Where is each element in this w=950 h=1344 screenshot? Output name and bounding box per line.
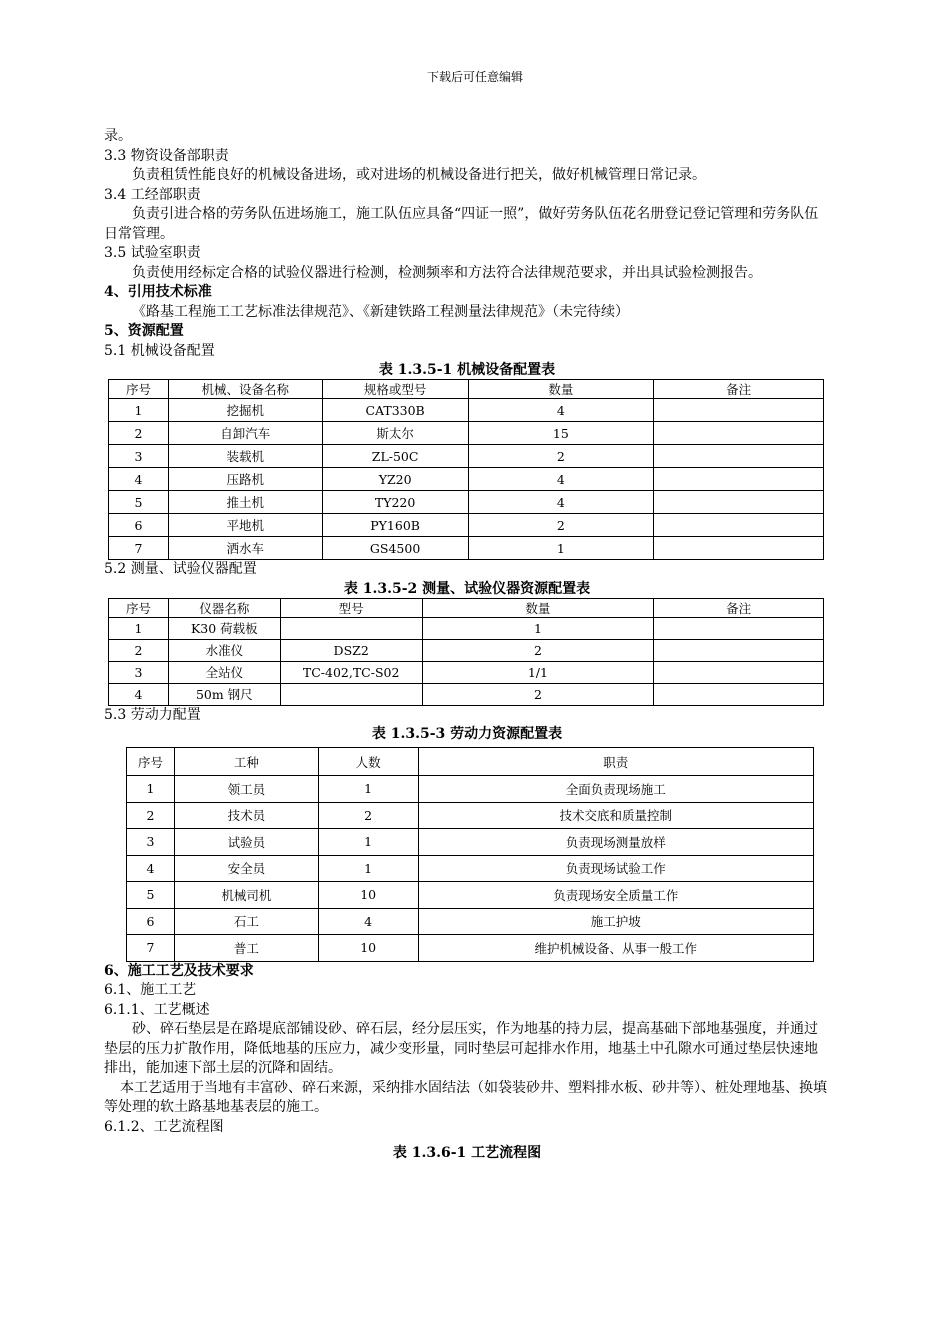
table-cell: 安全员: [174, 855, 318, 882]
table-cell: 维护机械设备、从事一般工作: [418, 935, 813, 962]
table-cell: 4: [109, 683, 169, 705]
table-row: [109, 445, 824, 468]
table-cell: 技术员: [174, 802, 318, 829]
table-row: [109, 468, 824, 491]
table-cell: [654, 661, 824, 683]
table-cell: YZ20: [322, 468, 468, 491]
table-cell: 负责现场试验工作: [418, 855, 813, 882]
section-5-2-title: 5.2 测量、试验仪器配置: [104, 561, 257, 577]
table-cell: 施工护坡: [418, 908, 813, 935]
table-cell: [654, 468, 824, 491]
table-row: [109, 683, 824, 705]
table-cell: K30 荷载板: [168, 617, 280, 639]
table-header-row: [109, 598, 824, 617]
section-3-4-body: 负责引进合格的劳务队伍进场施工，施工队伍应具备“四证一照”，做好劳务队伍花名册登记登记管理和劳务队伍日常管理。: [104, 206, 819, 242]
table-cell: 4: [468, 399, 654, 422]
table-cell: [654, 399, 824, 422]
table-row: [109, 537, 824, 560]
table1-caption: 表 1.3.5-1 机械设备配置表: [378, 362, 556, 378]
section-6-1-title: 6.1、施工工艺: [104, 982, 197, 998]
section-3-3-title: 3.3 物资设备部职责: [104, 147, 229, 164]
table-cell: 斯太尔: [322, 422, 468, 445]
table-cell: 全面负责现场施工: [418, 776, 813, 803]
table-header-cell: 序号: [127, 748, 175, 776]
section-6-1-1-body-2: 本工艺适用于当地有丰富砂、碎石来源，采纳排水固结法（如袋装砂井、塑料排水板、砂井等）、桩处理地基、换填等处理的软土路基地基表层的施工。: [104, 1079, 827, 1115]
table-header-row: [127, 748, 814, 776]
table-cell: 1: [318, 776, 418, 803]
table-cell: 2: [422, 639, 654, 661]
section-3-5-body: 负责使用经标定合格的试验仪器进行检测，检测频率和方法符合法律规范要求，并出具试验检测报告。: [132, 264, 762, 281]
table-cell: 4: [468, 491, 654, 514]
table-cell: [654, 639, 824, 661]
section-6-1-1-title: 6.1.1、工艺概述: [104, 1001, 210, 1018]
table-cell: 1: [468, 537, 654, 560]
table-cell: ZL-50C: [322, 445, 468, 468]
table-cell: [280, 683, 422, 705]
table-cell: 负责现场安全质量工作: [418, 882, 813, 909]
table-cell: 负责现场测量放样: [418, 829, 813, 856]
table-cell: [654, 422, 824, 445]
table-row: [127, 935, 814, 962]
table2-caption: 表 1.3.5-2 测量、试验仪器资源配置表: [343, 580, 591, 597]
table-cell: 2: [127, 802, 175, 829]
table-cell: 7: [127, 935, 175, 962]
section-4-body: 《路基工程施工工艺标准法律规范》、《新建铁路工程测量法律规范》（未完待续）: [132, 303, 629, 320]
table-cell: [654, 537, 824, 560]
table-cell: 挖掘机: [168, 399, 322, 422]
table-row: [109, 514, 824, 537]
table-cell: 1: [318, 829, 418, 856]
section-3-5-title: 3.5 试验室职责: [104, 245, 201, 261]
table-cell: 5: [109, 491, 169, 514]
section-3-3-body: 负责租赁性能良好的机械设备进场，或对进场的机械设备进行把关，做好机械管理日常记录。: [132, 167, 706, 183]
table-cell: 2: [109, 639, 169, 661]
table-cell: 6: [109, 514, 169, 537]
section-6-1-2-title: 6.1.2、工艺流程图: [104, 1118, 224, 1135]
table-header-cell: 规格或型号: [322, 380, 468, 399]
section-5-3-title: 5.3 劳动力配置: [104, 706, 201, 723]
table-cell: 普工: [174, 935, 318, 962]
table-header-cell: 数量: [468, 380, 654, 399]
table-row: [109, 399, 824, 422]
table-header-cell: 数量: [422, 598, 654, 617]
page-header-note: 下载后可任意编辑: [426, 70, 523, 84]
table3-caption: 表 1.3.5-3 劳动力资源配置表: [371, 726, 563, 742]
table-cell: [654, 683, 824, 705]
table-header-cell: 职责: [418, 748, 813, 776]
table-cell: 4: [318, 908, 418, 935]
table-cell: 3: [109, 445, 169, 468]
section-6-1-1-body-1: 砂、碎石垫层是在路堤底部铺设砂、碎石层，经分层压实，作为地基的持力层，提高基础下部地基强度，并通过垫层的压力扩散作用，降低地基的压应力，减少变形量，同时垫层可起排水作用，地基土中孔隙水可通过垫层快速地排出，能加速下部土层的沉降和固结。: [104, 1021, 818, 1076]
table-cell: 2: [109, 422, 169, 445]
table-cell: 10: [318, 935, 418, 962]
table-row: [127, 829, 814, 856]
document-body: [104, 127, 830, 1163]
section-3-4-title: 3.4 工经部职责: [104, 186, 201, 203]
table-cell: 试验员: [174, 829, 318, 856]
table-header-cell: 型号: [280, 598, 422, 617]
table-cell: 1: [109, 617, 169, 639]
table-row: [127, 855, 814, 882]
table-cell: 2: [468, 445, 654, 468]
table-cell: 2: [318, 802, 418, 829]
table-row: [127, 882, 814, 909]
table-cell: 洒水车: [168, 537, 322, 560]
table-cell: 1/1: [422, 661, 654, 683]
table-cell: 推土机: [168, 491, 322, 514]
table-cell: 7: [109, 537, 169, 560]
table-cell: 石工: [174, 908, 318, 935]
table-header-cell: 序号: [109, 598, 169, 617]
table-cell: [654, 617, 824, 639]
table-cell: DSZ2: [280, 639, 422, 661]
table-cell: 3: [127, 829, 175, 856]
table-header-row: [109, 380, 824, 399]
table-cell: 2: [468, 514, 654, 537]
table-row: [127, 776, 814, 803]
section-5-1-title: 5.1 机械设备配置: [104, 342, 215, 359]
table-row: [109, 661, 824, 683]
table-cell: 自卸汽车: [168, 422, 322, 445]
table-header-cell: 序号: [109, 380, 169, 399]
table-cell: 15: [468, 422, 654, 445]
table-header-cell: 机械、设备名称: [168, 380, 322, 399]
table-cell: 机械司机: [174, 882, 318, 909]
table-cell: TC-402,TC-S02: [280, 661, 422, 683]
section-5-title: 5、资源配置: [104, 323, 184, 339]
table-cell: [654, 491, 824, 514]
table-cell: 水准仪: [168, 639, 280, 661]
table-row: [109, 639, 824, 661]
table-cell: [654, 514, 824, 537]
table-cell: 4: [468, 468, 654, 491]
table-cell: 6: [127, 908, 175, 935]
table-row: [109, 491, 824, 514]
table-cell: 4: [109, 468, 169, 491]
table-cell: 平地机: [168, 514, 322, 537]
labor-table: [126, 747, 814, 962]
table-cell: TY220: [322, 491, 468, 514]
table-cell: 1: [422, 617, 654, 639]
table-cell: 1: [127, 776, 175, 803]
table-cell: GS4500: [322, 537, 468, 560]
table-cell: 1: [109, 399, 169, 422]
table-cell: [280, 617, 422, 639]
table-cell: 2: [422, 683, 654, 705]
machinery-table: [108, 379, 824, 560]
table-row: [127, 908, 814, 935]
table-cell: 技术交底和质量控制: [418, 802, 813, 829]
table-row: [109, 617, 824, 639]
continued-text: 录。: [104, 128, 132, 144]
table-row: [127, 802, 814, 829]
table-cell: 5: [127, 882, 175, 909]
table-cell: 4: [127, 855, 175, 882]
table-cell: 全站仪: [168, 661, 280, 683]
flowchart-caption: 表 1.3.6-1 工艺流程图: [392, 1145, 542, 1161]
table-cell: 10: [318, 882, 418, 909]
table-cell: CAT330B: [322, 399, 468, 422]
table-cell: 领工员: [174, 776, 318, 803]
table-header-cell: 备注: [654, 380, 824, 399]
table-cell: 1: [318, 855, 418, 882]
table-cell: 3: [109, 661, 169, 683]
table-header-cell: 工种: [174, 748, 318, 776]
table-header-cell: 备注: [654, 598, 824, 617]
section-6-title: 6、施工工艺及技术要求: [104, 962, 254, 979]
table-header-cell: 人数: [318, 748, 418, 776]
table-cell: 压路机: [168, 468, 322, 491]
table-row: [109, 422, 824, 445]
table-cell: [654, 445, 824, 468]
section-4-title: 4、引用技术标准: [104, 284, 212, 300]
table-cell: PY160B: [322, 514, 468, 537]
instrument-table: [108, 598, 824, 706]
table-header-cell: 仪器名称: [168, 598, 280, 617]
table-cell: 装载机: [168, 445, 322, 468]
table-cell: 50m 钢尺: [168, 683, 280, 705]
